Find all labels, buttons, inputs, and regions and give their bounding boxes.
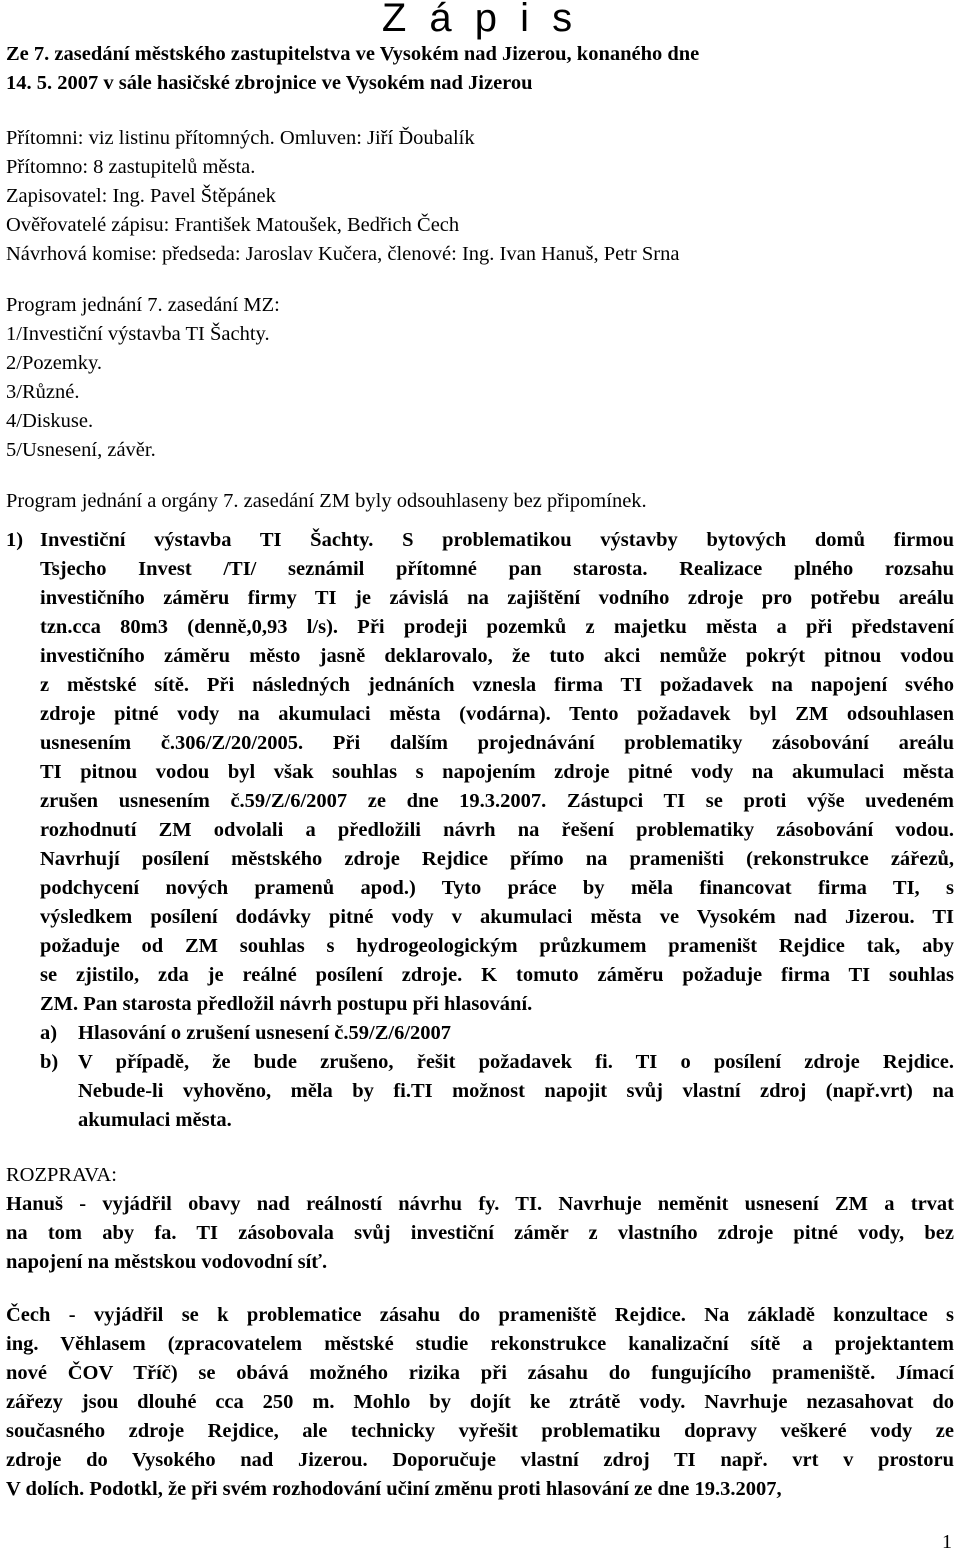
hanus-line: Hanuš - vyjádřil obavy nad reálností návrhu fy. TI. Navrhuje neměnit usnesení ZM a trvat xyxy=(6,1193,954,1215)
committee-line: Návrhová komise: předseda: Jaroslav Kučera, členové: Ing. Ivan Hanuš, Petr Srna xyxy=(6,243,680,265)
vote-item-a xyxy=(40,1019,954,1048)
header-line-2: 14. 5. 2007 v sále hasičské zbrojnice ve Vysokém nad Jizerou xyxy=(6,72,533,94)
document-body xyxy=(6,40,954,1504)
header-line-1: Ze 7. zasedání městského zastupitelstva ve Vysokém nad Jizerou, konaného dne xyxy=(6,43,700,65)
discussion-hanus xyxy=(6,1190,954,1277)
section-1-line: požaduje od ZM souhlas s hydrogeologickým průzkumem prameništ Rejdice tak, aby xyxy=(40,935,954,957)
program-approval: Program jednání a orgány 7. zasedání ZM byly odsouhlaseny bez připomínek. xyxy=(6,490,647,512)
program-heading: Program jednání 7. zasedání MZ: xyxy=(6,294,280,316)
page-title: Z á p i s xyxy=(381,0,579,40)
vote-text-b: Nebude-li vyhověno, měla by fi.TI možnost napojit svůj vlastní zdroj (např.vrt) na xyxy=(78,1080,954,1102)
section-1-line: z městské sítě. Při následných jednáních vznesla firma TI požadavek na napojení svého xyxy=(40,674,954,696)
section-1-line: zrušen usnesením č.59/Z/6/2007 ze dne 19.3.2007. Zástupci TI se proti výše uvedeném xyxy=(40,790,954,812)
program-item: 1/Investiční výstavba TI Šachty. xyxy=(6,323,270,345)
section-1-line: TI pitnou vodou byl však souhlas s napojením zdroje pitné vody na akumulaci města xyxy=(40,761,954,783)
section-1-line: Investiční výstavba TI Šachty. S problematikou výstavby bytových domů firmou xyxy=(40,529,954,551)
cech-line: současného zdroje Rejdice, ale technicky vyřešit problematiku dopravy veškeré vody ze xyxy=(6,1420,954,1442)
program-item: 2/Pozemky. xyxy=(6,352,103,374)
section-1-line: výsledkem posílení dodávky pitné vody v akumulaci města ve Vysokém nad Jizerou. TI xyxy=(40,906,954,928)
program-item: 4/Diskuse. xyxy=(6,410,94,432)
section-1-line: usnesením č.306/Z/20/2005. Při dalším projednávání problematiky zásobování areálu xyxy=(40,732,954,754)
present-line: Přítomni: viz listinu přítomných. Omluven: Jiří Ďoubalík xyxy=(6,127,475,149)
section-1-line: investičního záměru město jasně deklarovalo, že tuto akci nemůže pokrýt pitnou vodou xyxy=(40,645,954,667)
hanus-line: napojení na městskou vodovodní síť. xyxy=(6,1251,328,1273)
vote-label-a: a) xyxy=(40,1022,58,1044)
program-item: 5/Usnesení, závěr. xyxy=(6,439,156,461)
vote-text-a: Hlasování o zrušení usnesení č.59/Z/6/2007 xyxy=(78,1022,452,1044)
vote-item-b xyxy=(40,1048,954,1135)
count-line: Přítomno: 8 zastupitelů města. xyxy=(6,156,256,178)
cech-line: V dolích. Podotkl, že při svém rozhodování učiní změnu proti hlasování ze dne 19.3.2007, xyxy=(6,1478,782,1500)
hanus-line: na tom aby fa. TI zásobovala svůj investiční záměr z vlastního zdroje pitné vody, bez xyxy=(6,1222,954,1244)
program-item: 3/Různé. xyxy=(6,381,80,403)
section-1-text xyxy=(40,526,954,1019)
section-1-line: Navrhují posílení městského zdroje Rejdice přímo na prameništi (rekonstrukce zářezů, xyxy=(40,848,954,870)
discussion-cech xyxy=(6,1301,954,1504)
section-1-number: 1) xyxy=(6,529,24,551)
page-number: 1 xyxy=(942,1531,952,1553)
section-1-line: ZM. Pan starosta předložil návrh postupu při hlasování. xyxy=(40,993,533,1015)
cech-line: ing. Věhlasem (zpracovatelem městské studie rekonstrukce kanalizační sítě a projektantem xyxy=(6,1333,954,1355)
cech-line: Čech - vyjádřil se k problematice zásahu do prameniště Rejdice. Na základě konzultace s xyxy=(6,1304,954,1326)
vote-text-b: akumulaci města. xyxy=(78,1109,232,1131)
recorder-line: Zapisovatel: Ing. Pavel Štěpánek xyxy=(6,185,276,207)
cech-line: zdroje do Vysokého nad Jizerou. Doporučuje vlastní zdroj TI např. vrt v prostoru xyxy=(6,1449,954,1471)
section-1-line: investičního záměru firmy TI je závislá na zajištění vodního zdroje pro potřebu areálu xyxy=(40,587,954,609)
cech-line: zářezy jsou dlouhé cca 250 m. Mohlo by dojít ke ztrátě vody. Navrhuje nezasahovat do xyxy=(6,1391,954,1413)
discussion-heading: ROZPRAVA: xyxy=(6,1164,117,1186)
section-1-line: podchycení nových pramenů apod.) Tyto práce by měla financovat firma TI, s xyxy=(40,877,954,899)
section-1 xyxy=(6,526,954,1135)
vote-text-b: V případě, že bude zrušeno, řešit požadavek fi. TI o posílení zdroje Rejdice. xyxy=(78,1051,954,1073)
section-1-line: se zjistilo, zda je reálné posílení zdroje. K tomuto záměru požaduje firma TI souhlas xyxy=(40,964,954,986)
vote-label-b: b) xyxy=(40,1051,59,1073)
section-1-line: zdroje pitné vody na akumulaci města (vodárna). Tento požadavek byl ZM odsouhlasen xyxy=(40,703,954,725)
cech-line: nové ČOV Tříč) se obává možného rizika při zásahu do fungujícího prameniště. Jímací xyxy=(6,1362,954,1384)
section-1-line: rozhodnutí ZM odvolali a předložili návrh na řešení problematiky zásobování vodou. xyxy=(40,819,954,841)
verifiers-line: Ověřovatelé zápisu: František Matoušek, Bedřich Čech xyxy=(6,214,460,236)
section-1-line: Tsjecho Invest /TI/ seznámil přítomné pan starosta. Realizace plného rozsahu xyxy=(40,558,954,580)
section-1-line: tzn.cca 80m3 (denně,0,93 l/s). Při prodeji pozemků z majetku města a při představení xyxy=(40,616,954,638)
